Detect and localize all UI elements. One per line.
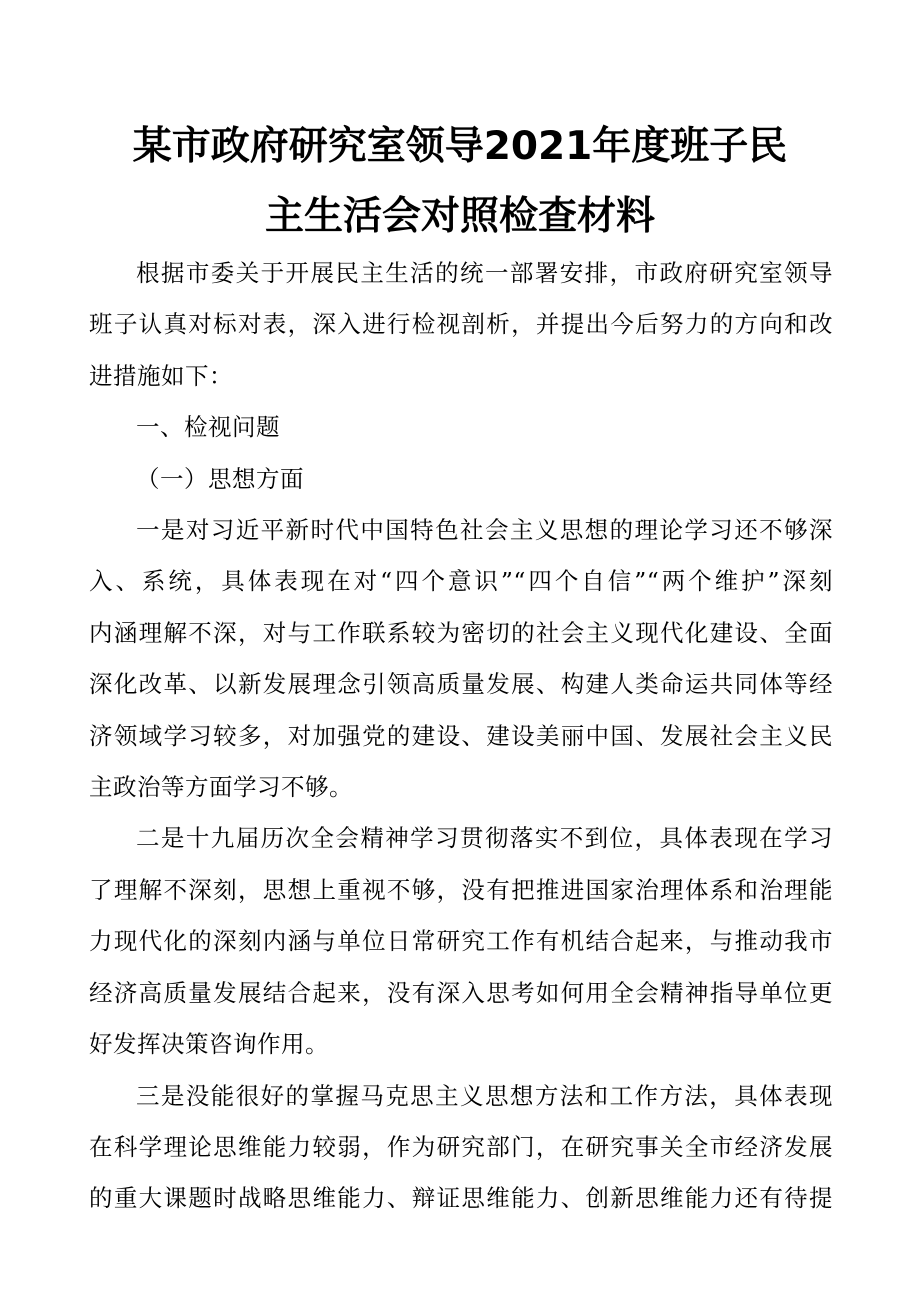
- title-line-1: 某市政府研究室领导2021年度班子民: [132, 124, 788, 169]
- document-title: [70, 112, 850, 252]
- section-heading: 一、检视问题: [136, 413, 280, 442]
- title-line-2: 主生活会对照检查材料: [264, 194, 655, 239]
- point-2-line-5: 好发挥决策咨询作用。: [89, 1030, 329, 1059]
- subsection-heading: （一）思想方面: [136, 464, 304, 493]
- point-2-paragraph: [89, 813, 833, 1070]
- point-1-line-6: 主政治等方面学习不够。: [89, 773, 353, 802]
- point-2-line-3: 力现代化的深刻内涵与单位日常研究工作有机结合起来，与推动我市: [89, 927, 833, 956]
- point-2-line-1: 二是十九届历次全会精神学习贯彻落实不到位，具体表现在学习: [136, 824, 833, 853]
- point-1-line-1: 一是对习近平新时代中国特色社会主义思想的理论学习还不够深: [136, 516, 833, 545]
- point-3-line-1: 三是没能很好的掌握马克思主义思想方法和工作方法，具体表现: [136, 1081, 833, 1110]
- point-1-line-5: 济领域学习较多，对加强党的建设、建设美丽中国、发展社会主义民: [89, 721, 833, 750]
- point-1-line-2: 入、系统，具体表现在对“四个意识”“四个自信”“两个维护”深刻: [89, 567, 833, 596]
- intro-paragraph: [89, 248, 833, 402]
- intro-line-1: 根据市委关于开展民主生活的统一部署安排，市政府研究室领导: [136, 259, 833, 287]
- document-body: [89, 248, 833, 1225]
- point-1-line-4: 深化改革、以新发展理念引领高质量发展、构建人类命运共同体等经: [89, 670, 833, 699]
- intro-line-2: 班子认真对标对表，深入进行检视剖析，并提出今后努力的方向和改: [89, 310, 833, 339]
- point-2-line-2: 了理解不深刻，思想上重视不够，没有把推进国家治理体系和治理能: [89, 875, 833, 904]
- point-1-paragraph: [89, 505, 833, 813]
- point-3-line-3: 的重大课题时战略思维能力、辩证思维能力、创新思维能力还有待提: [89, 1184, 833, 1213]
- intro-line-3: 进措施如下：: [89, 361, 233, 390]
- point-3-paragraph: [89, 1071, 833, 1225]
- point-3-line-2: 在科学理论思维能力较弱，作为研究部门，在研究事关全市经济发展: [89, 1132, 833, 1161]
- point-1-line-3: 内涵理解不深，对与工作联系较为密切的社会主义现代化建设、全面: [89, 618, 833, 647]
- point-2-line-4: 经济高质量发展结合起来，没有深入思考如何用全会精神指导单位更: [89, 978, 833, 1007]
